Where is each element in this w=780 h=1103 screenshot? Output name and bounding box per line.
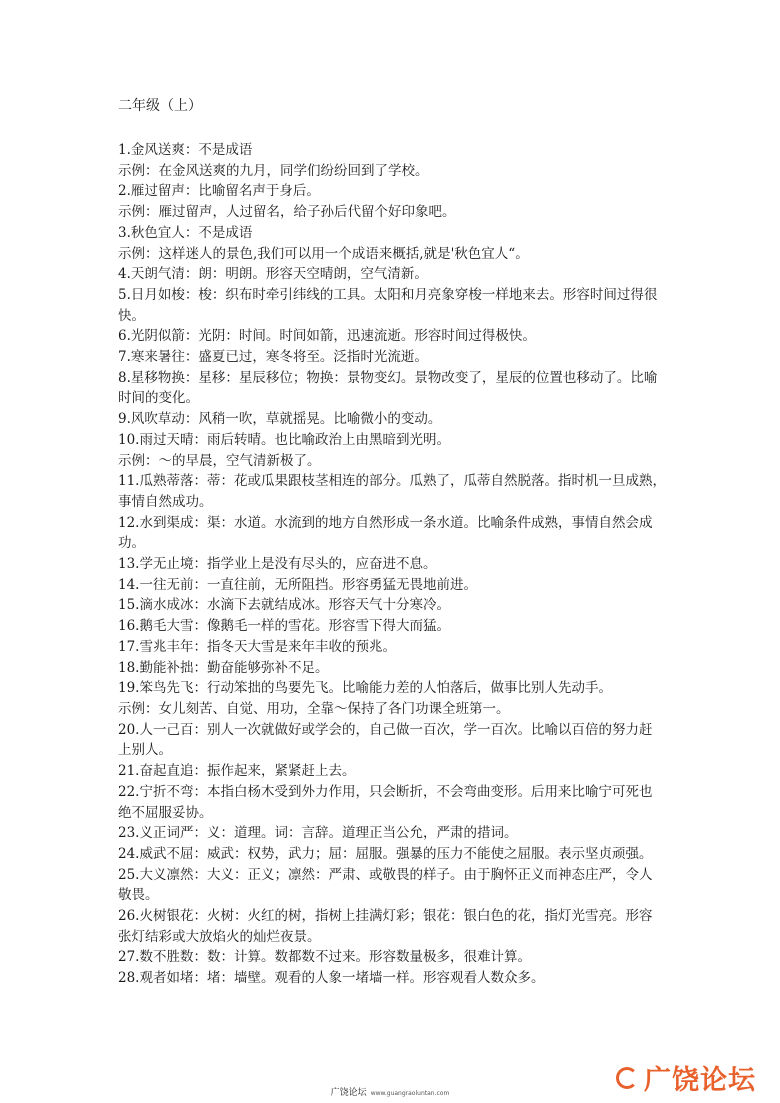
text-line: 19.笨鸟先飞：行动笨拙的鸟要先飞。比喻能力差的人怕落后，做事比别人先动手。	[118, 680, 612, 697]
text-line: 功。	[118, 535, 145, 552]
text-line: 8.星移物换：星移：星辰移位；物换：景物变幻。景物改变了，星辰的位置也移动了。比喻	[118, 369, 658, 386]
text-line: 26.火树银花：火树：火红的树，指树上挂满灯彩；银花：银白色的花，指灯光雪亮。形容	[118, 908, 653, 925]
grade-title: 二年级（上）	[118, 98, 202, 114]
text-line: 22.宁折不弯：本指白杨木受到外力作用，只会断折，不会弯曲变形。后用来比喻宁可死也	[118, 783, 653, 800]
text-line: 9.风吹草动：风稍一吹，草就摇晃。比喻微小的变动。	[118, 411, 442, 428]
text-line: 7.寒来暑往：盛夏已过，寒冬将至。泛指时光流逝。	[118, 349, 428, 366]
text-line: 16.鹅毛大雪：像鹅毛一样的雪花。形容雪下得大而猛。	[118, 618, 450, 635]
text-line: 敬畏。	[118, 887, 159, 904]
text-line: 时间的变化。	[118, 390, 199, 407]
text-line: 23.义正词严：义：道理。词：言辞。道理正当公允，严肃的措词。	[118, 825, 518, 842]
text-line: 15.滴水成冰：水滴下去就结成冰。形容天气十分寒冷。	[118, 597, 450, 614]
text-line: 示例：在金风送爽的九月，同学们纷纷回到了学校。	[118, 162, 429, 179]
text-line: 示例：这样迷人的景色,我们可以用一个成语来概括,就是'秋色宜人“。	[118, 245, 529, 262]
text-line: 示例：～的早晨，空气清新极了。	[118, 452, 321, 469]
text-line: 10.雨过天晴：雨后转晴。也比喻政治上由黑暗到光明。	[118, 431, 450, 448]
text-line: 21.奋起直追：振作起来，紧紧赶上去。	[118, 763, 356, 780]
text-line: 20.人一己百：别人一次就做好或学会的，自己做一百次，学一百次。比喻以百倍的努力赶	[118, 721, 653, 738]
text-line: 12.水到渠成：渠：水道。水流到的地方自然形成一条水道。比喻条件成熟，事情自然会成	[118, 514, 653, 531]
text-line: 5.日月如梭：梭：织布时牵引纬线的工具。太阳和月亮象穿梭一样地来去。形容时间过得很	[118, 286, 658, 303]
text-line: 28.观者如堵：堵：墙壁。观看的人象一堵墙一样。形容观看人数众多。	[118, 970, 545, 987]
text-line: 27.数不胜数：数：计算。数都数不过来。形容数量极多，很难计算。	[118, 949, 531, 966]
document-page	[118, 96, 678, 989]
text-line: 17.雪兆丰年：指冬天大雪是来年丰收的预兆。	[118, 638, 396, 655]
text-line: 2.雁过留声：比喻留名声于身后。	[118, 183, 320, 200]
text-line: 1.金风送爽：不是成语	[118, 142, 253, 158]
text-line: 3.秋色宜人：不是成语	[118, 224, 253, 241]
text-line: 示例：女儿刻苦、自觉、用功，全靠～保持了各门功课全班第一。	[118, 700, 510, 717]
site-logo	[616, 1058, 756, 1097]
text-line: 4.天朗气清：朗：明朗。形容天空晴朗，空气清新。	[118, 266, 428, 283]
text-line: 示例：雁过留声，人过留名，给子孙后代留个好印象吧。	[118, 204, 456, 221]
logo-text: 广饶论坛	[644, 1065, 756, 1096]
text-line: 事情自然成功。	[118, 493, 213, 510]
footer-url: www.guangraoluntan.com	[370, 1090, 450, 1097]
text-line: 13.学无止境：指学业上是没有尽头的，应奋进不息。	[118, 556, 437, 573]
text-line: 11.瓜熟蒂落：蒂：花或瓜果跟枝茎相连的部分。瓜熟了，瓜蒂自然脱落。指时机一旦成熟，	[118, 473, 666, 490]
text-line: 25.大义凛然：大义：正义；凛然：严肃、或敬畏的样子。由于胸怀正义而神态庄严，令人	[118, 866, 653, 883]
text-line: 上别人。	[118, 742, 172, 759]
text-line: 快。	[118, 307, 145, 324]
text-line: 绝不屈服妥协。	[118, 804, 213, 821]
text-line: 6.光阴似箭：光阴：时间。时间如箭，迅速流逝。形容时间过得极快。	[118, 328, 536, 345]
text-line: 24.威武不屈：威武：权势，武力；屈：屈服。强暴的压力不能使之屈服。表示坚贞顽强。	[118, 845, 653, 862]
logo-mark-icon	[616, 1067, 638, 1089]
text-line: 18.勤能补拙：勤奋能够弥补不足。	[118, 659, 329, 676]
text-line: 14.一往无前：一直往前，无所阻挡。形容勇猛无畏地前进。	[118, 576, 477, 593]
footer-site-name: 广饶论坛	[330, 1088, 367, 1098]
idiom-list	[118, 140, 678, 989]
text-line: 张灯结彩或大放焰火的灿烂夜景。	[118, 928, 321, 945]
